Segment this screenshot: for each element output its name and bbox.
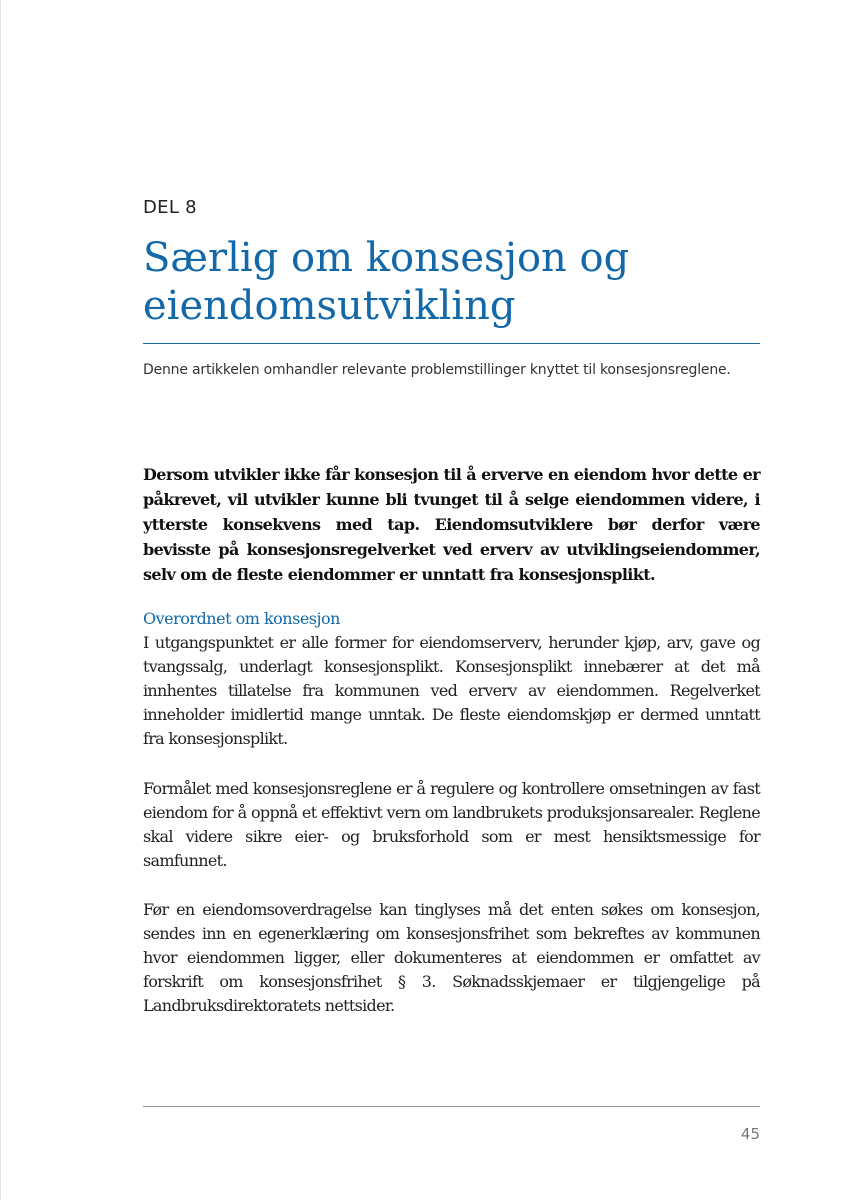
page-edge <box>0 0 1 1200</box>
section-heading: Overordnet om konsesjon <box>143 609 340 628</box>
title-divider <box>143 343 760 344</box>
page-number: 45 <box>740 1125 760 1143</box>
body-paragraph: Før en eiendomsoverdragelse kan tinglyses må det enten søkes om konsesjon, sendes inn en egenerklæring om konsesjonsfrihet som bekreftes av kommunen hvor eiendommen ligger, eller dokumenteres at eiendommen er omfattet av forskrift om konsesjonsfrihet § 3. Søknadsskjemaer er tilgjengelige på Landbruksdirektoratets nettsider. <box>143 900 760 1015</box>
body-paragraph: Formålet med konsesjonsreglene er å regulere og kontrollere omsetningen av fast eiendom for å oppnå et effektivt vern om landbrukets produksjonsarealer. Reglene skal videre sikre eier- og bruksforhold som er mest hensiktsmessige for samfunnet. <box>143 779 760 870</box>
part-label: DEL 8 <box>143 197 197 218</box>
body-paragraph: I utgangspunktet er alle former for eiendomserverv, herunder kjøp, arv, gave og tvangssalg, underlagt konsesjonsplikt. Konsesjonsplikt innebærer at det må innhentes tillatelse fra kommunen ved erverv av eiendommen. Regelverket inneholder imidlertid mange unntak. De fleste eiendomskjøp er dermed unntatt fra konsesjonsplikt. <box>143 633 760 748</box>
footer-divider <box>143 1106 760 1107</box>
intro-text: Denne artikkelen omhandler relevante problemstillinger knyttet til konsesjonsreglene. <box>143 362 731 378</box>
lead-paragraph: Dersom utvikler ikke får konsesjon til å erverve en eiendom hvor dette er påkrevet, vil utvikler kunne bli tvunget til å selge eiendommen videre, i ytterste konsekvens med tap. Eiendomsutviklere bør derfor være bevisste på konsesjonsregelverket ved erverv av utviklingseiendommer, selv om de fleste eiendommer er unntatt fra konsesjonsplikt. <box>143 465 760 584</box>
page-title: Særlig om konsesjon og eiendomsutvikling <box>143 235 630 329</box>
